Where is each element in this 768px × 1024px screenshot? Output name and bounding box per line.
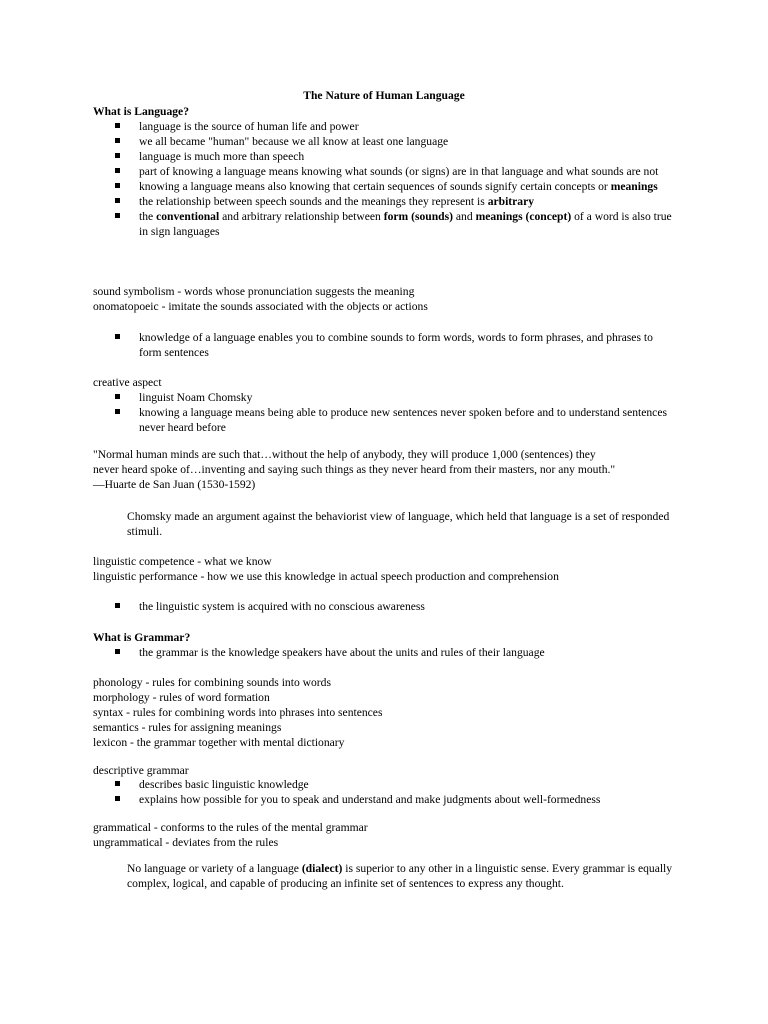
heading-what-is-language: What is Language? (93, 105, 189, 118)
list-item: part of knowing a language means knowing what sounds (or signs) are in that language and what sounds are not (115, 164, 675, 179)
grammar-bullet-list (115, 645, 675, 660)
definition-grammatical: grammatical - conforms to the rules of the mental grammar (93, 821, 368, 834)
list-item: the relationship between speech sounds and the meanings they represent is arbitrary (115, 194, 675, 209)
quote-line-2: never heard spoke of…inventing and saying such things as they never heard from their masters, nor any mouth." (93, 463, 616, 476)
definition-linguistic-competence: linguistic competence - what we know (93, 555, 272, 568)
list-item: language is much more than speech (115, 149, 675, 164)
definition-ungrammatical: ungrammatical - deviates from the rules (93, 836, 279, 849)
system-bullet-list (115, 599, 675, 614)
definition-lexicon: lexicon - the grammar together with mental dictionary (93, 736, 345, 749)
definition-sound-symbolism: sound symbolism - words whose pronunciation suggests the meaning (93, 285, 415, 298)
creative-bullet-list (115, 390, 675, 435)
chomsky-paragraph: Chomsky made an argument against the behaviorist view of language, which held that language is a set of responded stimuli. (127, 510, 670, 538)
final-paragraph: No language or variety of a language (dialect) is superior to any other in a linguistic sense. Every grammar is equally complex, logical, and capable of producing an infinite set of sentences to express any thought. (127, 862, 673, 890)
creative-aspect-label: creative aspect (93, 376, 162, 389)
document-title: The Nature of Human Language (303, 89, 465, 102)
heading-what-is-grammar: What is Grammar? (93, 631, 191, 644)
bullet-icon (115, 138, 120, 143)
list-item: describes basic linguistic knowledge (115, 777, 675, 792)
list-item: the conventional and arbitrary relationship between form (sounds) and meanings (concept) of a word is also true in sign languages (115, 209, 675, 239)
descriptive-grammar-label: descriptive grammar (93, 764, 189, 777)
list-item: knowing a language means also knowing that certain sequences of sounds signify certain concepts or meanings (115, 179, 675, 194)
bullet-icon (115, 168, 120, 173)
definition-semantics: semantics - rules for assigning meanings (93, 721, 282, 734)
quote-line-1: "Normal human minds are such that…without the help of anybody, they will produce 1,000 (sentences) they (93, 448, 596, 461)
list-item: linguist Noam Chomsky (115, 390, 675, 405)
definition-phonology: phonology - rules for combining sounds into words (93, 676, 331, 689)
bullet-icon (115, 183, 120, 188)
bullet-icon (115, 603, 120, 608)
bullet-icon (115, 123, 120, 128)
definition-onomatopoeic: onomatopoeic - imitate the sounds associated with the objects or actions (93, 300, 428, 313)
language-bullet-list (115, 119, 675, 239)
definition-linguistic-performance: linguistic performance - how we use this knowledge in actual speech production and comprehension (93, 570, 559, 583)
knowledge-bullet-list (115, 330, 675, 360)
bullet-icon (115, 153, 120, 158)
definition-syntax: syntax - rules for combining words into phrases into sentences (93, 706, 383, 719)
list-item: knowing a language means being able to produce new sentences never spoken before and to understand sentences never heard before (115, 405, 675, 435)
bullet-icon (115, 781, 120, 786)
quote-attribution: —Huarte de San Juan (1530-1592) (93, 478, 256, 491)
bullet-icon (115, 213, 120, 218)
bullet-icon (115, 198, 120, 203)
bullet-icon (115, 796, 120, 801)
list-item: language is the source of human life and power (115, 119, 675, 134)
list-item: the linguistic system is acquired with no conscious awareness (115, 599, 675, 614)
list-item: explains how possible for you to speak and understand and make judgments about well-formedness (115, 792, 675, 807)
list-item: the grammar is the knowledge speakers have about the units and rules of their language (115, 645, 675, 660)
descriptive-bullet-list (115, 777, 675, 807)
definition-morphology: morphology - rules of word formation (93, 691, 270, 704)
bullet-icon (115, 334, 120, 339)
bullet-icon (115, 394, 120, 399)
list-item: knowledge of a language enables you to combine sounds to form words, words to form phrases, and phrases to form sentences (115, 330, 675, 360)
bullet-icon (115, 409, 120, 414)
bullet-icon (115, 649, 120, 654)
list-item: we all became "human" because we all know at least one language (115, 134, 675, 149)
